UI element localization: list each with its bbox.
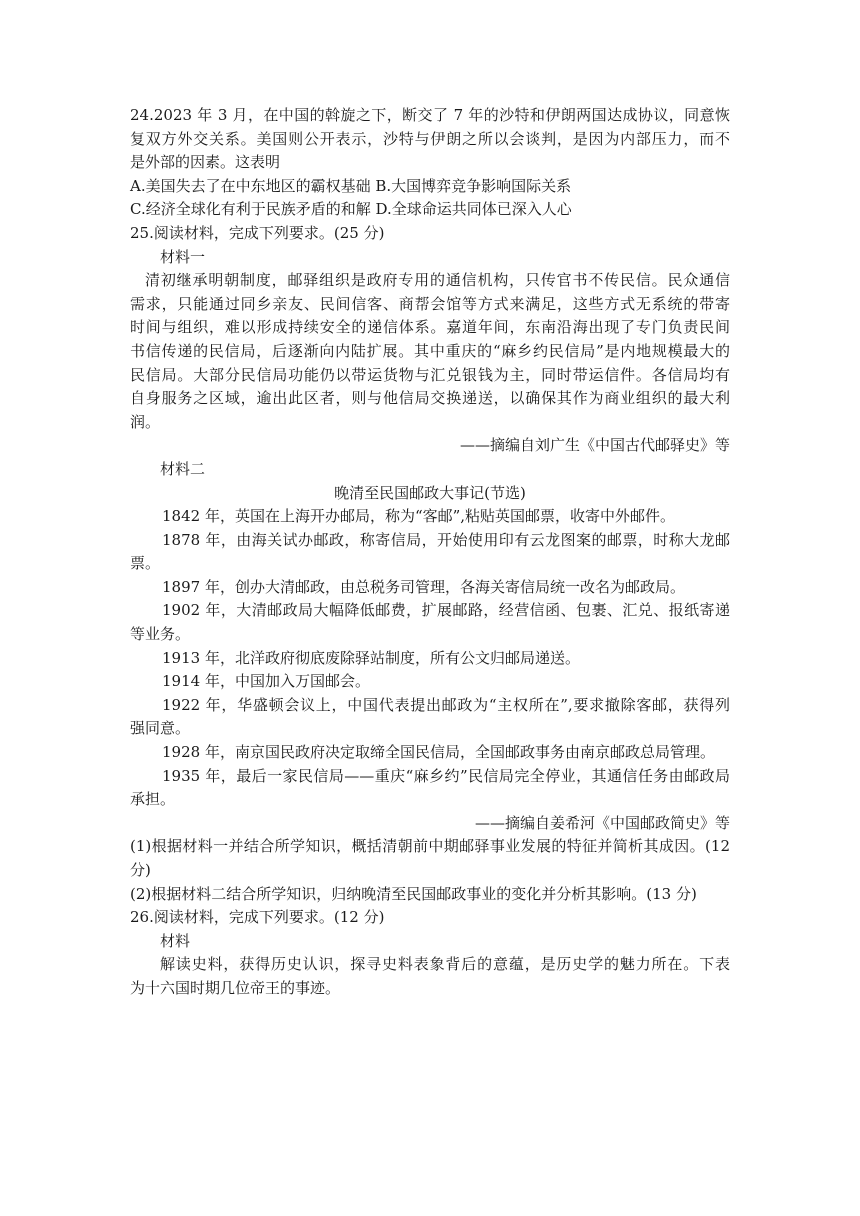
material-1-line: 民信局。大部分民信局功能仍以带运货物与汇兑银钱为主，同时带运信件。各信局均有 <box>130 365 730 384</box>
event-item: 1914 年，中国加入万国邮会。 <box>162 672 370 691</box>
q26-material-line: 为十六国时期几位帝王的事迹。 <box>130 978 341 997</box>
event-item: 1922 年，华盛顿会议上，中国代表提出邮政为“主权所在”,要求撤除客邮，获得列 <box>162 695 730 714</box>
material-1-line: 需求，只能通过同乡亲友、民间信客、商帮会馆等方式来满足，这些方式无系统的带寄 <box>130 294 730 313</box>
event-item: 1913 年，北洋政府彻底废除驿站制度，所有公文归邮局递送。 <box>162 648 580 667</box>
q25-title: 25.阅读材料，完成下列要求。(25 分) <box>130 223 385 242</box>
material-1-line: 润。 <box>130 412 161 431</box>
requirement-2: (2)根据材料二结合所学知识，归纳晚清至民国邮政事业的变化并分析其影响。(13 分) <box>130 884 697 903</box>
q24-stem-line: 24.2023 年 3 月，在中国的斡旋之下，断交了 7 年的沙特和伊朗两国达成协议，同意恢 <box>130 106 730 124</box>
event-item: 1928 年，南京国民政府决定取缔全国民信局，全国邮政事务由南京邮政总局管理。 <box>162 743 715 762</box>
event-item-cont: 票。 <box>130 554 161 573</box>
event-item: 1897 年，创办大清邮政，由总税务司管理，各海关寄信局统一改名为邮政局。 <box>162 577 685 596</box>
event-item: 1842 年，英国在上海开办邮局，称为“客邮”,粘贴英国邮票，收寄中外邮件。 <box>162 507 676 526</box>
material-1-line: 清初继承明朝制度，邮驿组织是政府专用的通信机构，只传官书不传民信。民众通信 <box>145 271 730 290</box>
material-1-line: 时间与组织，难以形成持续安全的递信体系。嘉道年间，东南沿海出现了专门负责民间 <box>130 318 730 337</box>
document-page <box>130 104 730 1001</box>
event-item: 1902 年，大清邮政局大幅降低邮费，扩展邮路，经营信函、包裹、汇兑、报纸寄递 <box>162 601 730 620</box>
material-1-source: ——摘编自刘广生《中国古代邮驿史》等 <box>459 436 730 455</box>
material-2-title: 晚清至民国邮政大事记(节选) <box>334 483 526 502</box>
q24-stem-line: 是外部的因素。这表明 <box>130 153 281 172</box>
event-item-cont: 等业务。 <box>130 625 191 644</box>
q26-material-line: 解读史料，获得历史认识，探寻史料表象背后的意蕴，是历史学的魅力所在。下表 <box>160 955 730 974</box>
event-item-cont: 强同意。 <box>130 719 191 738</box>
requirement-1-cont: 分) <box>130 861 151 879</box>
event-item: 1878 年，由海关试办邮政，称寄信局，开始使用印有云龙图案的邮票，时称大龙邮 <box>162 530 730 549</box>
question-24 <box>130 104 730 222</box>
q24-stem-line: 复双方外交关系。美国则公开表示，沙特与伊朗之所以会谈判，是因为内部压力，而不 <box>130 129 730 148</box>
q24-options-ab: A.美国失去了在中东地区的霸权基础 B.大国博弈竞争影响国际关系 <box>130 176 572 195</box>
q26-material-label: 材料 <box>160 931 191 950</box>
material-1-line: 自身服务之区域，逾出此区者，则与他信局交换递送，以确保其作为商业组织的最大利 <box>130 389 730 408</box>
q24-options-cd: C.经济全球化有利于民族矛盾的和解 D.全球命运共同体已深入人心 <box>130 200 572 219</box>
material-1-label: 材料一 <box>160 247 206 266</box>
requirement-1: (1)根据材料一并结合所学知识，概括清朝前中期邮驿事业发展的特征并简析其成因。(12 <box>130 837 730 856</box>
material-2-source: ——摘编自姜希河《中国邮政简史》等 <box>474 813 730 832</box>
q26-title: 26.阅读材料，完成下列要求。(12 分) <box>130 908 385 927</box>
question-26 <box>130 906 730 1000</box>
event-item: 1935 年，最后一家民信局——重庆“麻乡约”民信局完全停业，其通信任务由邮政局 <box>162 766 730 785</box>
question-25 <box>130 222 730 906</box>
material-2-label: 材料二 <box>160 459 206 478</box>
event-item-cont: 承担。 <box>130 790 176 809</box>
material-1-line: 书信传递的民信局，后逐渐向内陆扩展。其中重庆的“麻乡约民信局”是内地规模最大的 <box>130 341 730 360</box>
